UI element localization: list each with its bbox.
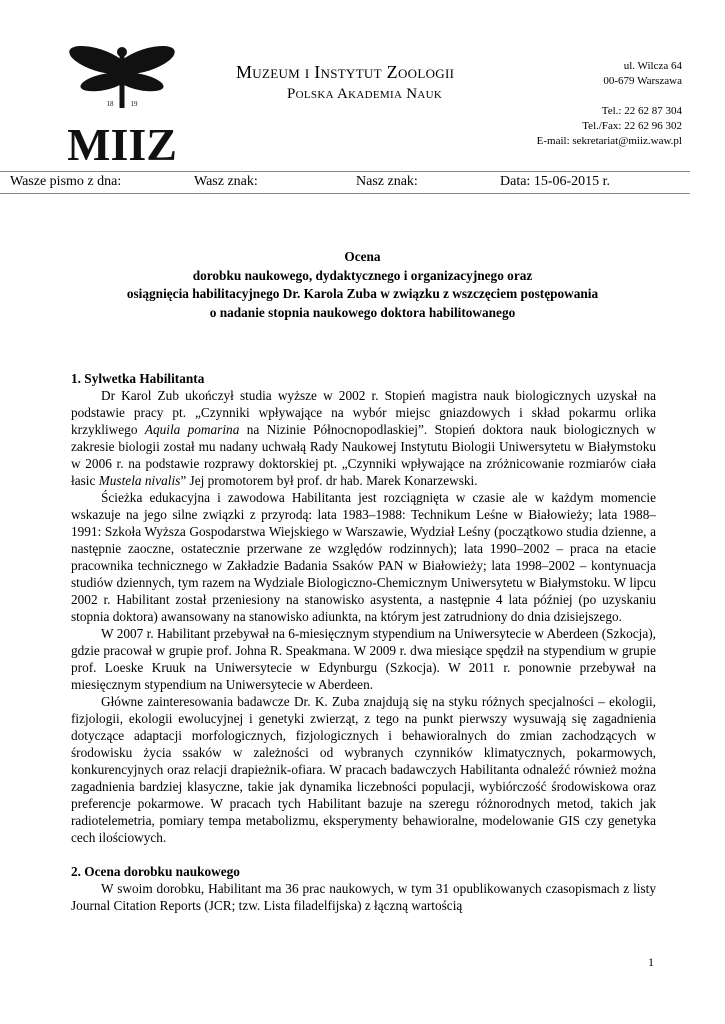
phone-line: Tel.: 22 62 87 304 [601,105,682,117]
title-line: Ocena [344,249,381,264]
paragraph: Główne zainteresowania badawcze Dr. K. Zuba znajdują się na styku różnych specjalności – ekologii, fizjologii, ekologii ewolucyjnej i genetyki zwierząt, z tego na punkt pierwszy wysuwają się zagadnienia dotyczące adaptacji morfologicznych, fizjologicznych i behawioralnych do zmian zachodzących w środowisku życia ssaków w zależności od wybranych czynników klimatycznych, pokarmowych, konkurencyjnych oraz relacji drapieżnik-ofiara. W pracach badawczych Habilitanta odnaleźć również można zagadnienia bardziej klasyczne, takie jak dynamika liczebności populacji, wybiórczość środowiskowa oraz preferencje pokarmowe. W pracach tych Habilitant bazuje na szeregu różnorodnych metod, takich jak radiotelemetria, pomiary tempa metabolizmu, eksperymenty behawioralne, modelowanie GIS czy genetyka cech ilościowych. [71,694,656,845]
address-line: ul. Wilcza 64 [623,60,682,72]
your-ref-field: Wasz znak: [194,174,258,189]
title-line: osiągnięcia habilitacyjnego Dr. Karola Zuba w związku z wszczęciem postępowania [126,286,599,302]
email-line: E-mail: sekretariat@miiz.waw.pl [536,135,682,147]
document-body [71,370,656,914]
fax-line: Tel./Fax: 22 62 96 302 [582,120,682,132]
logo-year-right: 19 [130,100,138,108]
logo-text: MIIZ [68,119,176,168]
page-number: 1 [648,955,654,969]
section-heading: 2. Ocena dorobku naukowego [71,864,240,879]
your-letter-field: Wasze pismo z dna: [10,174,122,189]
postal-address [603,59,682,89]
paragraph: Dr Karol Zub ukończył studia wyższe w 2002 r. Stopień magistra nauk biologicznych uzyskał na podstawie pracy pt. „Czynniki wpływające na wybór miejsc gniazdowych i skład pokarmu orlika krzykliwego Aquila pomarina na Nizinie Północnopodlaskiej”. Stopień doktora nauk biologicznych w zakresie biologii został mu nadany uchwałą Rady Naukowej Instytutu Biologii Uniwersytetu w Białymstoku w 2006 r. na podstawie rozprawy doktorskiej pt. „Czynniki wpływające na zróżnicowanie rozmiarów ciała łasic Mustela nivalis” Jej promotorem był prof. dr hab. Marek Konarzewski. [71,388,657,488]
title-line: o nadanie stopnia naukowego doktora habilitowanego [209,304,516,320]
title-line: dorobku naukowego, dydaktycznego i organizacyjnego oraz [192,267,533,283]
institution-name: Muzeum i Instytut Zoologii [236,62,455,82]
institution-logo [68,38,176,168]
logo-year-left: 18 [106,100,114,108]
reference-bar [0,171,690,193]
document-title [0,248,725,322]
contact-info [537,104,682,149]
address-line: 00-679 Warszawa [603,75,682,87]
paragraph: Ścieżka edukacyjna i zawodowa Habilitanta jest rozciągnięta w czasie ale w każdym momencie wskazuje na jego silne związki z przyrodą: lata 1983–1988: Technikum Leśne w Białowieży; lata 1988–1991: Szkoła Wyższa Gospodarstwa Wiejskiego w Warszawie, Wydział Leśny (początkowo studia dzienne, a następnie zaoczne, ostatecznie przerwane ze względów rodzinnych); lata 1990–2002 – praca na etacie pracownika technicznego w Zakładzie Badania Ssaków PAN w Białowieży; lata 1998–2002 – kontynuacja studiów dziennych, tym razem na Wydziale Biologiczno-Chemicznym Uniwersytetu w Białymstoku. W lipcu 2002 r. Habilitant został przeniesiony na stanowisko asystenta, a następnie 4 lata później (po uzyskaniu stopnia doktora) awansowany na stanowisko adiunkta, na którym jest zatrudniony do dnia dzisiejszego. [71,490,656,624]
academy-name: Polska Akademia Nauk [287,86,443,102]
dragonfly-logo-icon [68,38,176,168]
paragraph: W swoim dorobku, Habilitant ma 36 prac naukowych, w tym 31 opublikowanych czasopismach z listy Journal Citation Reports (JCR; tzw. Lista filadelfijska) z łączną wartością [71,881,656,913]
section-heading: 1. Sylwetka Habilitanta [71,371,205,386]
date-field: Data: 15-06-2015 r. [500,174,611,189]
species-name: Aquila pomarina [144,422,240,437]
species-name: Mustela nivalis [98,473,181,488]
divider [0,171,690,172]
paragraph: W 2007 r. Habilitant przebywał na 6-miesięcznym stypendium na Uniwersytecie w Aberdeen (Szkocja), gdzie pracował w grupie prof. Johna R. Speakmana. W 2009 r. dwa miesiące spędził na stypendium w grupie prof. Loeske Kruuk na Uniwersytecie w Edynburgu (Szkocja). W 2011 r. ponownie przebywał na miesięcznym stypendium na Uniwersytecie w Aberdeen. [71,626,656,692]
divider [0,193,690,194]
our-ref-field: Nasz znak: [356,174,418,189]
